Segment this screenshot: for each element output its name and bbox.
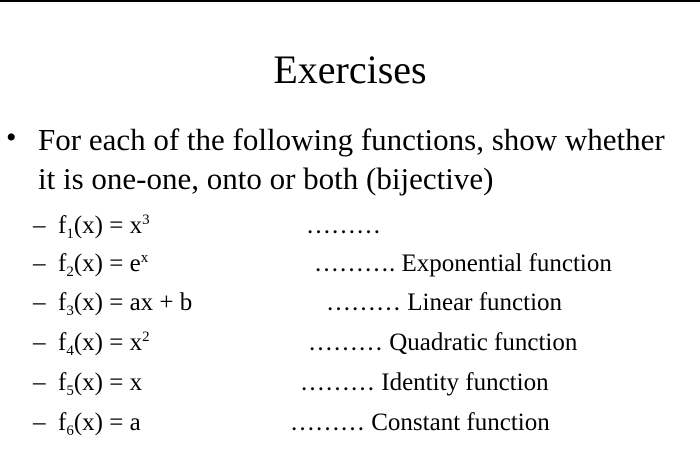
function-subscript: 5 [66, 383, 74, 399]
function-note: ……… Quadratic function [308, 329, 578, 356]
function-body: (x) = x [73, 212, 143, 239]
dash-icon: – [33, 289, 46, 316]
function-item-1 [0, 206, 700, 246]
dash-icon: – [33, 409, 46, 436]
function-note: ……… Identity function [300, 369, 549, 396]
function-note: ……… Constant function [290, 409, 550, 436]
function-subscript: 4 [66, 343, 74, 359]
function-name: f [58, 250, 67, 277]
function-item-4 [0, 323, 700, 363]
dash-icon: – [33, 329, 46, 356]
function-name: f [58, 409, 67, 436]
function-item-2 [0, 244, 700, 284]
function-name: f [58, 329, 67, 356]
function-expression [58, 283, 192, 323]
function-note: ………. Exponential function [314, 250, 612, 277]
function-expression [58, 323, 150, 363]
dash-icon: – [33, 369, 46, 396]
dash-icon: – [33, 212, 46, 239]
function-expression [58, 363, 142, 403]
function-item-3 [0, 283, 700, 323]
function-name: f [58, 369, 67, 396]
function-note: ……… Linear function [326, 289, 563, 316]
function-subscript: 3 [66, 303, 74, 319]
function-subscript: 2 [66, 264, 74, 280]
dash-icon: – [33, 250, 46, 277]
slide-title: Exercises [273, 47, 427, 92]
top-border-line [0, 0, 700, 2]
function-expression [58, 206, 150, 246]
function-name: f [58, 289, 67, 316]
function-body: (x) = a [73, 409, 141, 436]
function-exponent: 3 [142, 212, 150, 228]
function-body: (x) = x [73, 329, 143, 356]
function-subscript: 1 [66, 226, 74, 242]
function-body: (x) = ax + b [73, 289, 193, 316]
function-body: (x) = e [73, 250, 141, 277]
function-exponent: 2 [142, 329, 150, 345]
bullet-text: For each of the following functions, show whether it is one-one, onto or both (bijective) [38, 122, 665, 196]
function-item-5 [0, 363, 700, 403]
function-note: ……… [306, 212, 381, 239]
function-body: (x) = x [73, 369, 143, 396]
function-exponent: x [140, 250, 149, 266]
function-expression [58, 244, 148, 284]
function-expression [58, 403, 141, 443]
function-subscript: 6 [66, 423, 74, 439]
function-name: f [58, 212, 67, 239]
function-item-6 [0, 403, 700, 443]
bullet-icon: • [6, 121, 17, 154]
